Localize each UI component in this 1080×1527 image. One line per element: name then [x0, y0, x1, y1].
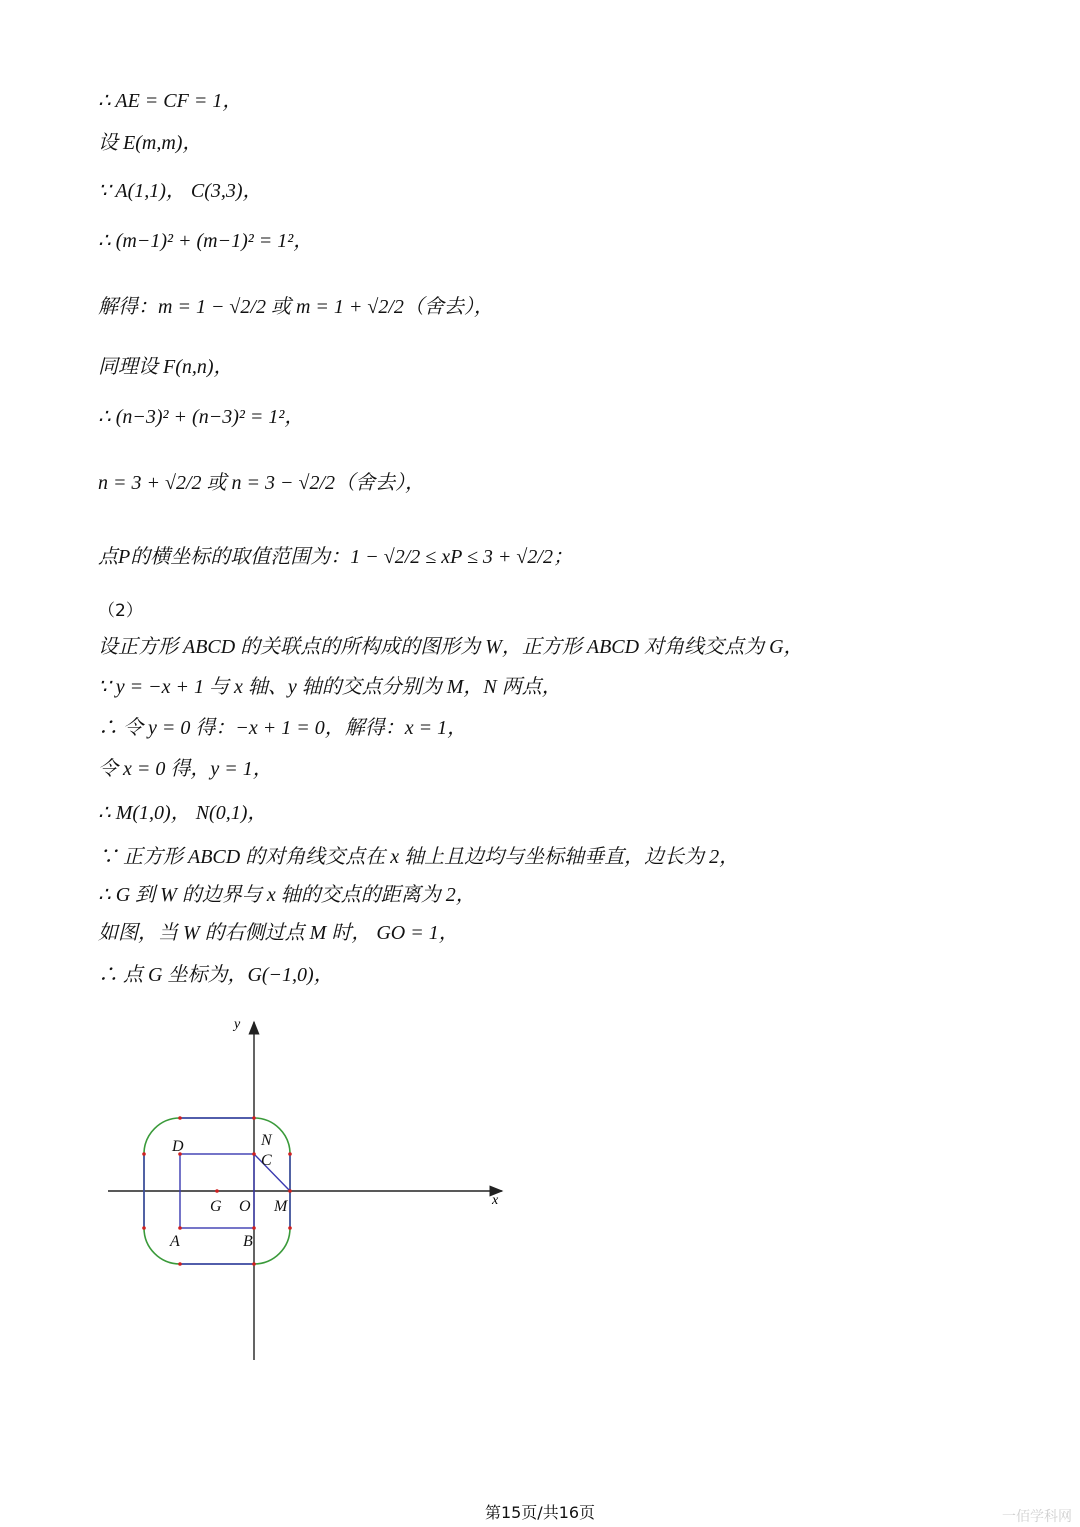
point: [142, 1152, 146, 1156]
text-line: 同理设 F(n,n)，: [98, 356, 234, 378]
text-line: ∴ (n−3)² + (n−3)² = 1²，: [98, 406, 305, 428]
page-footer: 第15页/共16页: [484, 1503, 596, 1522]
text-line: ∵ 正方形 ABCD 的对角线交点在 x 轴上且边均与坐标轴垂直，边长为 2，: [98, 846, 740, 868]
label-n: N: [261, 1132, 272, 1149]
text-line: 令 x = 0 得，y = 1，: [98, 758, 273, 780]
watermark: 一佰学科网: [1002, 1509, 1072, 1525]
text-line: ∴ 令 y = 0 得：−x + 1 = 0，解得：x = 1，: [98, 717, 468, 739]
point: [178, 1226, 182, 1230]
text-line: ∵ A(1,1)， C(3,3)，: [98, 180, 263, 202]
y-axis-label: y: [234, 1017, 241, 1032]
label-a: A: [170, 1233, 180, 1250]
label-g: G: [210, 1198, 222, 1215]
x-axis-label: x: [492, 1193, 499, 1208]
text-line: n = 3 + √2/2 或 n = 3 − √2/2（舍去），: [98, 472, 426, 494]
point: [288, 1152, 292, 1156]
text-line: 解得：m = 1 − √2/2 或 m = 1 + √2/2（舍去），: [98, 296, 494, 318]
point: [178, 1116, 182, 1120]
text-line: （2）: [98, 601, 143, 621]
point: [215, 1189, 219, 1193]
text-line: ∴ (m−1)² + (m−1)² = 1²，: [98, 230, 314, 252]
text-line: 点P的横坐标的取值范围为：1 − √2/2 ≤ xP ≤ 3 + √2/2；: [98, 546, 573, 568]
text-line: 设 E(m,m)，: [98, 132, 203, 154]
point: [252, 1152, 256, 1156]
text-line: ∴ AE = CF = 1，: [98, 90, 243, 112]
label-m: M: [274, 1198, 288, 1215]
point: [178, 1262, 182, 1266]
point: [288, 1189, 292, 1193]
point: [252, 1226, 256, 1230]
text-line: 如图，当 W 的右侧过点 M 时， GO = 1，: [98, 922, 459, 944]
text-line: ∵ y = −x + 1 与 x 轴、y 轴的交点分别为 M，N 两点，: [98, 676, 562, 698]
label-b: B: [243, 1233, 253, 1250]
text-line: 设正方形 ABCD 的关联点的所构成的图形为 W，正方形 ABCD 对角线交点为 G，: [98, 636, 804, 658]
text-line: ∴ 点 G 坐标为，G(−1,0)，: [98, 964, 334, 986]
point: [252, 1116, 256, 1120]
text-line: ∴ G 到 W 的边界与 x 轴的交点的距离为 2，: [98, 884, 476, 906]
text-line: ∴ M(1,0)， N(0,1)，: [98, 802, 268, 824]
label-o: O: [239, 1198, 251, 1215]
point: [288, 1226, 292, 1230]
label-c: C: [261, 1152, 272, 1169]
point: [142, 1226, 146, 1230]
coordinate-figure: [100, 1008, 520, 1368]
segment-cm: [254, 1154, 290, 1191]
point: [252, 1262, 256, 1266]
label-d: D: [172, 1138, 184, 1155]
